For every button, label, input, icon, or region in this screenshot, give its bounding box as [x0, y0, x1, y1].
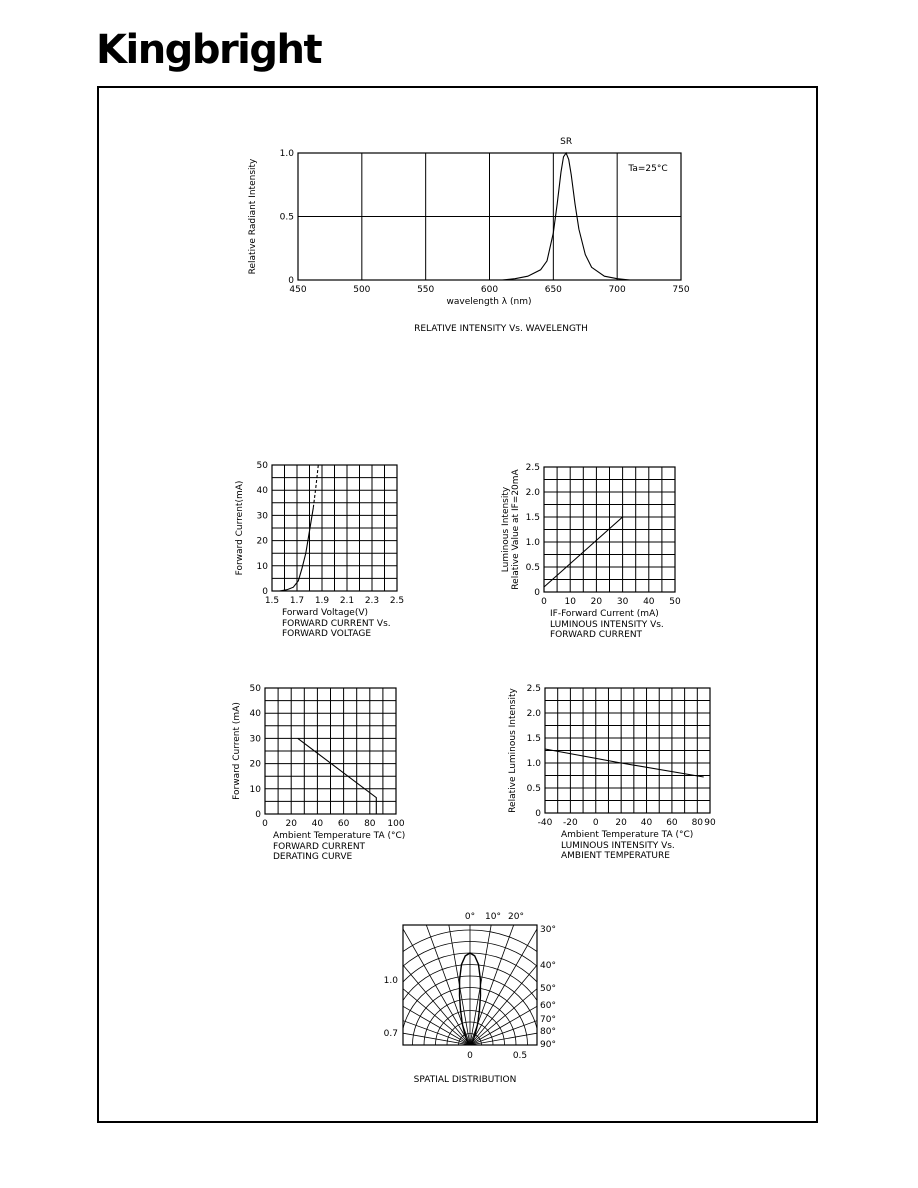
chart-caption: FORWARD CURRENT Vs. [282, 619, 391, 629]
y-tick-label: 0.5 [525, 563, 540, 573]
x-tick-label: 20 [590, 597, 603, 607]
x-tick-label: 500 [353, 285, 371, 295]
x-tick-label: 40 [643, 597, 655, 607]
y-tick-label: 10 [256, 561, 268, 572]
x-tick-label: -20 [563, 818, 578, 828]
angle-label: 20° [508, 912, 524, 922]
x-axis-label: wavelength λ (nm) [446, 297, 532, 307]
y-tick-label: 1.5 [526, 734, 541, 744]
y-tick-label: 40 [256, 486, 268, 497]
y-tick-label: 0.5 [526, 784, 541, 794]
y-tick-label: 2.0 [526, 709, 541, 719]
y-axis-label: Forward Current(mA) [235, 480, 245, 576]
chart-title: SPATIAL DISTRIBUTION [413, 1075, 517, 1085]
chart-caption: FORWARD CURRENT [273, 842, 366, 852]
x-tick-label: 0 [541, 597, 547, 607]
spatial-distribution-chart [370, 905, 570, 1100]
polar-spoke [370, 905, 470, 1045]
luminous-intensity-current-chart [495, 455, 715, 655]
y-tick-label: 10 [249, 784, 261, 795]
x-tick-label: 450 [289, 285, 307, 295]
chart-caption: FORWARD VOLTAGE [282, 629, 372, 639]
x-tick-label: 60 [337, 819, 350, 829]
x-tick-label: 750 [672, 285, 690, 295]
chart-caption: DERATING CURVE [273, 852, 353, 862]
x-axis-label: Ambient Temperature TA (°C) [273, 831, 406, 841]
y-tick-label: 1.0 [526, 759, 541, 769]
chart-caption: AMBIENT TEMPERATURE [561, 851, 670, 861]
x-tick-label: 40 [311, 819, 324, 829]
x-tick-label: 100 [387, 819, 405, 829]
relative-intensity-wavelength-chart [225, 130, 705, 345]
x-tick-label: 80 [691, 818, 704, 828]
angle-label: 80° [540, 1027, 556, 1037]
radial-label: 0.5 [512, 1051, 528, 1061]
y-tick-label: 0.5 [279, 212, 294, 223]
y-tick-label: 0 [535, 809, 541, 819]
x-tick-label: 1.9 [314, 596, 330, 606]
y-tick-label: 2.5 [525, 463, 540, 473]
y-tick-label: 1.0 [279, 149, 294, 159]
temperature-annotation: Ta=25°C [628, 164, 668, 174]
y-tick-label: 50 [249, 684, 261, 694]
x-tick-label: 90 [704, 818, 716, 828]
x-tick-label: 1.7 [289, 596, 305, 606]
kingbright-logo: Kingbright [96, 27, 322, 73]
y-tick-label: 30 [256, 511, 268, 522]
y-tick-label: 50 [256, 461, 268, 471]
x-tick-label: 0 [262, 819, 268, 829]
y-tick-label: 2.0 [525, 488, 540, 498]
radial-label: 1.0 [383, 976, 398, 986]
x-tick-label: 0 [592, 818, 599, 828]
y-tick-label: 0 [288, 276, 294, 286]
x-tick-label: 40 [640, 818, 653, 828]
x-tick-label: 20 [615, 818, 627, 828]
y-tick-label: 20 [249, 759, 261, 770]
polar-spoke [370, 905, 470, 1045]
y-tick-label: 1.5 [525, 513, 540, 523]
angle-label: 90° [540, 1040, 556, 1050]
x-tick-label: 2.1 [339, 596, 355, 606]
forward-current-derating-chart [225, 680, 445, 880]
angle-label: 30° [540, 925, 556, 935]
y-tick-label: 30 [249, 734, 261, 745]
x-tick-label: 10 [564, 597, 576, 607]
x-tick-label: 80 [364, 819, 376, 829]
y-tick-label: 20 [256, 536, 268, 547]
x-tick-label: 550 [417, 285, 435, 295]
x-tick-label: 1.5 [264, 596, 280, 606]
x-tick-label: -40 [537, 818, 553, 828]
y-axis-label: Relative Value at IF=20mA [511, 469, 521, 590]
chart-caption: LUMINOUS INTENSITY Vs. [550, 620, 664, 630]
angle-label: 60° [540, 1001, 556, 1011]
data-series-line [313, 465, 318, 508]
y-axis-label: Relative Luminous Intensity [508, 688, 518, 813]
forward-current-voltage-chart [225, 455, 445, 655]
y-tick-label: 0 [534, 588, 540, 598]
y-tick-label: 40 [249, 709, 261, 720]
angle-label: 70° [540, 1015, 556, 1025]
x-tick-label: 2.3 [364, 596, 380, 606]
angle-label: 50° [540, 984, 556, 994]
x-tick-label: 2.5 [389, 596, 405, 606]
y-axis-label: Luminous Intensity [501, 486, 511, 573]
radial-label: 0.7 [383, 1029, 398, 1039]
x-tick-label: 30 [616, 597, 629, 607]
y-tick-label: 0 [262, 587, 268, 597]
luminous-intensity-temperature-chart [495, 680, 725, 880]
chart-caption: FORWARD CURRENT [550, 630, 643, 640]
angle-label: 40° [540, 961, 556, 971]
y-axis-label: Forward Current (mA) [232, 702, 242, 800]
chart-title: RELATIVE INTENSITY Vs. WAVELENGTH [414, 324, 588, 334]
radial-label: 0 [467, 1051, 473, 1061]
polar-spoke [470, 916, 570, 1045]
angle-label: 0° [464, 912, 476, 922]
x-axis-label: IF-Forward Current (mA) [550, 609, 659, 619]
y-axis-label: Relative Radiant Intensity [248, 158, 258, 275]
y-tick-label: 1.0 [525, 538, 540, 548]
x-tick-label: 600 [480, 285, 499, 295]
x-axis-label: Forward Voltage(V) [282, 608, 368, 618]
x-tick-label: 650 [544, 285, 562, 295]
x-tick-label: 60 [666, 818, 678, 828]
x-axis-label: Ambient Temperature TA (°C) [561, 830, 694, 840]
x-tick-label: 700 [608, 285, 626, 295]
y-tick-label: 0 [255, 810, 261, 820]
x-tick-label: 50 [669, 597, 681, 607]
series-label: SR [560, 137, 573, 147]
chart-caption: LUMINOUS INTENSITY Vs. [561, 841, 675, 851]
y-tick-label: 2.5 [526, 684, 541, 694]
x-tick-label: 20 [285, 819, 297, 829]
angle-label: 10° [485, 912, 501, 922]
